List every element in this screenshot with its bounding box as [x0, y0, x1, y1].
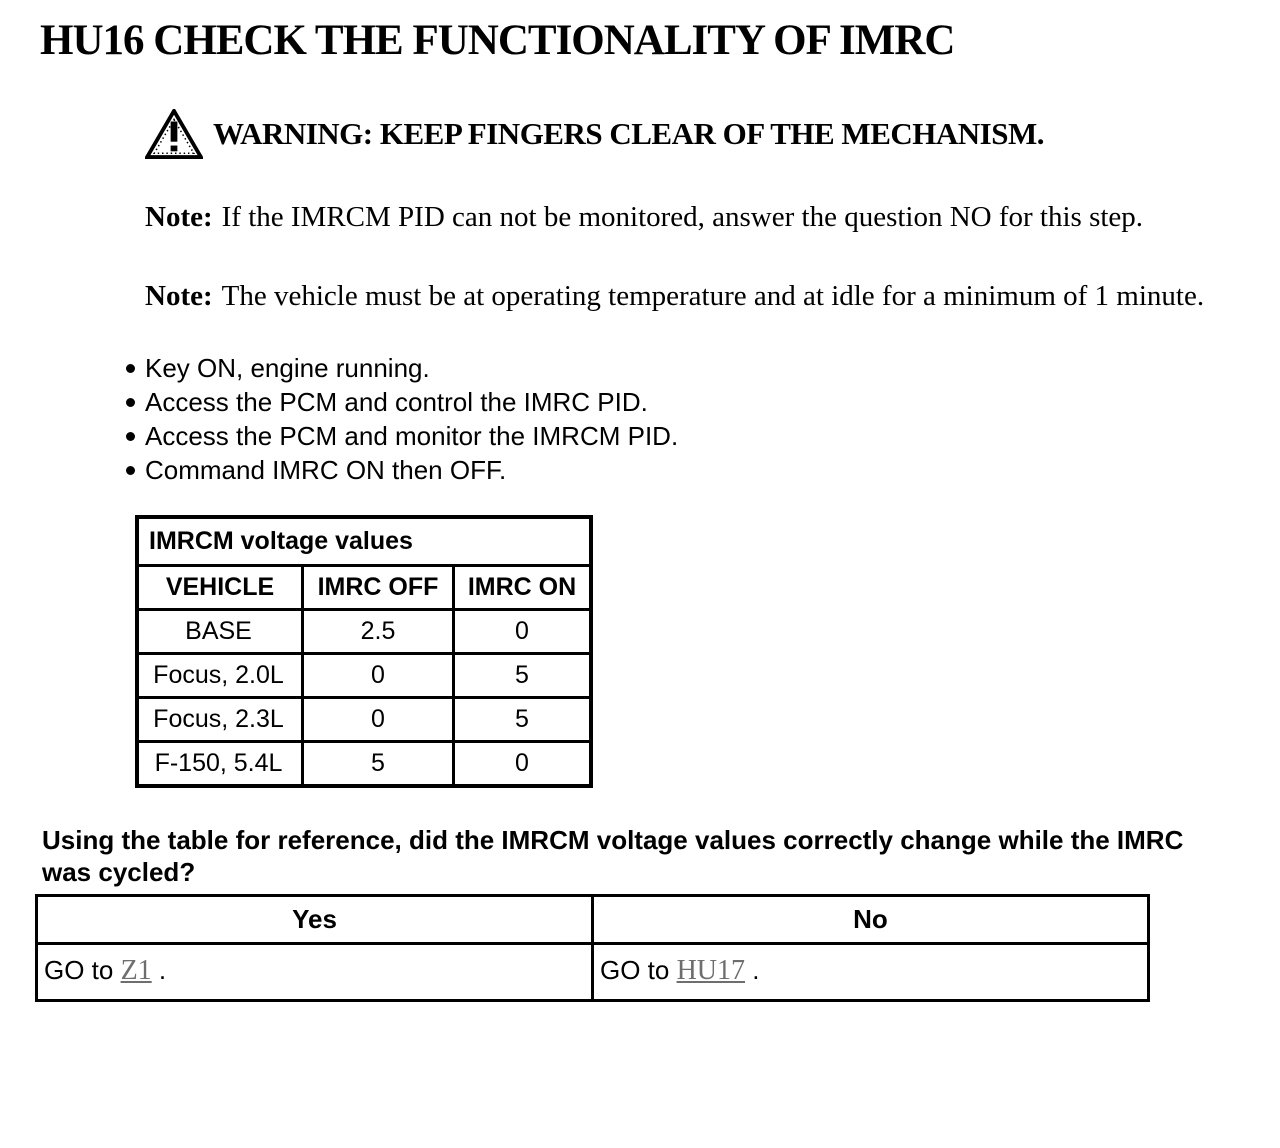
column-header-imrc-on: IMRC ON	[454, 566, 592, 610]
link-hu17[interactable]: HU17	[676, 955, 746, 986]
table-title: IMRCM voltage values	[137, 517, 591, 566]
procedure-steps	[124, 351, 1280, 487]
cell-vehicle: F-150, 5.4L	[137, 742, 303, 787]
answer-header-no: No	[593, 896, 1149, 944]
table-title-row	[137, 517, 591, 566]
procedure-step: Access the PCM and monitor the IMRCM PID.	[124, 419, 1280, 453]
note-label: Note:	[145, 280, 213, 312]
procedure-step: Key ON, engine running.	[124, 351, 1280, 385]
warning-row	[145, 109, 1280, 159]
cell-imrc-off: 0	[303, 654, 454, 698]
link-z1[interactable]: Z1	[120, 955, 152, 986]
procedure-step: Access the PCM and control the IMRC PID.	[124, 385, 1280, 419]
cell-vehicle: Focus, 2.3L	[137, 698, 303, 742]
cell-imrc-on: 0	[454, 742, 592, 787]
table-row	[137, 742, 591, 787]
table-header-row	[137, 566, 591, 610]
answer-cell-no	[593, 944, 1149, 1001]
cell-imrc-on: 5	[454, 654, 592, 698]
table-row	[137, 610, 591, 654]
procedure-step: Command IMRC ON then OFF.	[124, 453, 1280, 487]
goto-prefix: GO to	[600, 955, 677, 985]
note-text: If the IMRCM PID can not be monitored, answer the question NO for this step.	[221, 201, 1144, 233]
cell-vehicle: Focus, 2.0L	[137, 654, 303, 698]
column-header-vehicle: VEHICLE	[137, 566, 303, 610]
warning-text: WARNING: KEEP FINGERS CLEAR OF THE MECHANISM.	[213, 116, 1044, 151]
cell-imrc-on: 5	[454, 698, 592, 742]
warning-triangle-icon	[145, 109, 203, 159]
note-text: The vehicle must be at operating temperature and at idle for a minimum of 1 minute.	[221, 280, 1205, 312]
goto-suffix: .	[151, 955, 167, 985]
cell-imrc-on: 0	[454, 610, 592, 654]
answer-table	[35, 894, 1150, 1002]
answer-header-row	[37, 896, 1149, 944]
goto-prefix: GO to	[44, 955, 121, 985]
page-title: HU16 CHECK THE FUNCTIONALITY OF IMRC	[40, 17, 955, 64]
answer-header-yes: Yes	[37, 896, 593, 944]
note-label: Note:	[145, 201, 213, 233]
cell-imrc-off: 2.5	[303, 610, 454, 654]
note	[145, 276, 1220, 317]
table-row	[137, 698, 591, 742]
cell-imrc-off: 5	[303, 742, 454, 787]
voltage-table	[135, 515, 593, 788]
cell-imrc-off: 0	[303, 698, 454, 742]
cell-vehicle: BASE	[137, 610, 303, 654]
answer-row	[37, 944, 1149, 1001]
question-text: Using the table for reference, did the IMRCM voltage values correctly change while the IMRC was cycled?	[42, 825, 1184, 887]
table-row	[137, 654, 591, 698]
note	[145, 197, 1220, 238]
goto-suffix: .	[745, 955, 760, 985]
answer-cell-yes	[37, 944, 593, 1001]
column-header-imrc-off: IMRC OFF	[303, 566, 454, 610]
